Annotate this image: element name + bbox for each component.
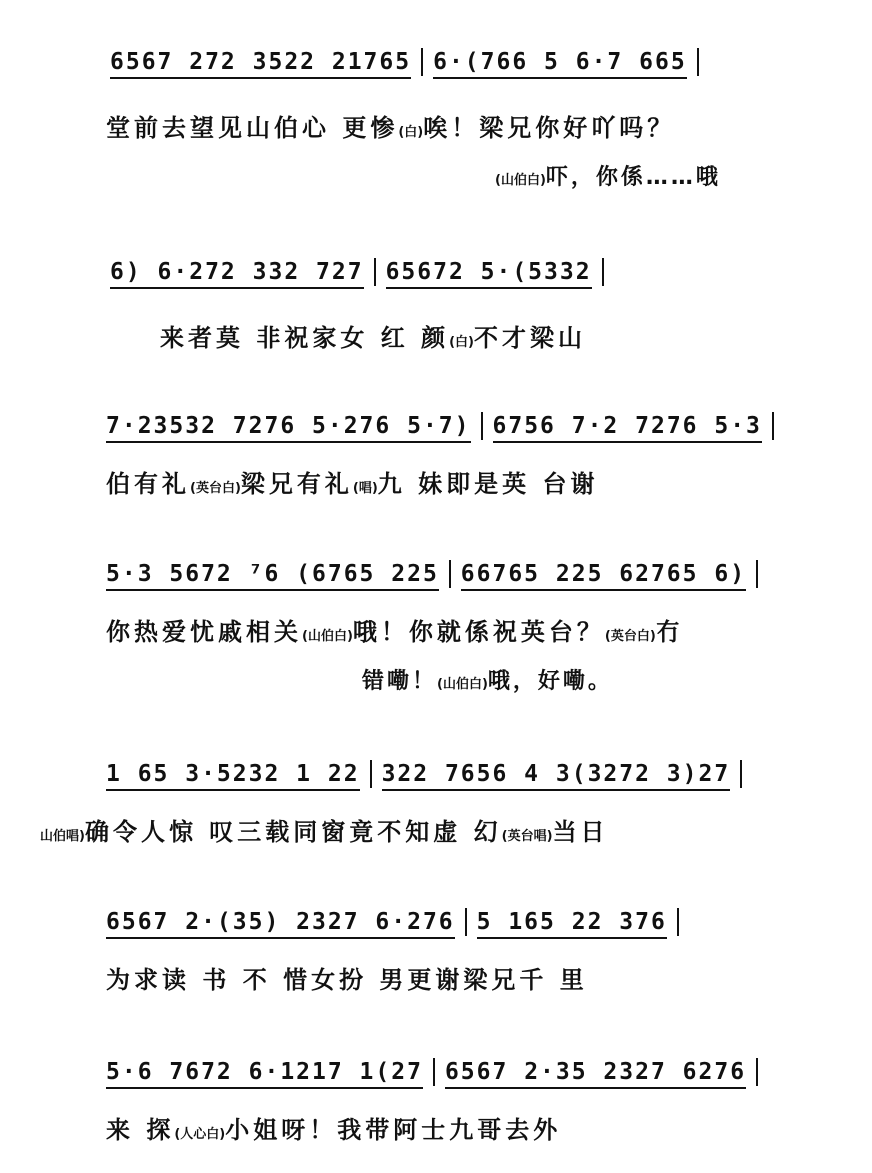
lyric-text: 确令人惊 叹三载同窗竟不知虚 幻 <box>84 818 502 846</box>
note-group: 6) 6·272 332 727 <box>110 259 364 289</box>
lyric-annotation: (英台白) <box>190 481 241 496</box>
lyric-annotation: (白) <box>398 125 424 140</box>
note-group: 6·(766 5 6·7 665 <box>433 49 687 79</box>
lyric-text: 九 妹即是英 台谢 <box>377 470 599 498</box>
note-group: 1 65 3·5232 1 22 <box>106 761 360 791</box>
note-group: 7·23532 7276 5·276 5·7) <box>106 413 471 443</box>
lyric-text: 来 探 <box>106 1116 175 1144</box>
barline <box>602 258 604 286</box>
lyric-text: 你热爱忧戚相关 <box>106 618 302 646</box>
speech-line-1 <box>495 160 872 191</box>
lyric-line-6 <box>106 960 872 995</box>
lyric-text: 为求读 书 不 惜女扮 男更谢梁兄千 里 <box>106 966 588 994</box>
note-group: 5·3 5672 ⁷6 (6765 225 <box>106 561 439 591</box>
notation-line-3 <box>106 412 872 443</box>
barline <box>481 412 483 440</box>
note-group: 6567 272 3522 21765 <box>110 49 411 79</box>
note-group: 5·6 7672 6·1217 1(27 <box>106 1059 423 1089</box>
lyric-text: 伯有礼 <box>106 470 190 498</box>
lyric-text: 来者莫 非祝家女 红 颜 <box>160 324 450 352</box>
notation-line-6 <box>106 908 872 939</box>
lyric-annotation: (英台唱) <box>501 829 553 844</box>
lyric-text: 冇 <box>655 618 684 646</box>
speech-text: 错嘞！ <box>362 669 438 694</box>
note-group: 65672 5·(5332 <box>386 259 592 289</box>
lyric-line-3 <box>106 464 872 499</box>
speech-text: 哦，好嘞。 <box>487 669 613 694</box>
barline <box>697 48 699 76</box>
lyric-annotation: (山伯白) <box>302 629 353 644</box>
speech-line-4 <box>362 664 872 695</box>
barline <box>421 48 423 76</box>
lyric-annotation: (唱) <box>352 481 378 496</box>
barline <box>433 1058 435 1086</box>
barline <box>465 908 467 936</box>
notation-line-7 <box>106 1058 872 1089</box>
lyric-text: 当日 <box>552 818 609 846</box>
lyric-line-4 <box>106 612 872 647</box>
note-group: 6567 2·35 2327 6276 <box>445 1059 746 1089</box>
barline <box>370 760 372 788</box>
speech-text: 吓，你係……哦 <box>545 165 721 190</box>
note-group: 6567 2·(35) 2327 6·276 <box>106 909 455 939</box>
speech-annotation: (山伯白) <box>437 677 488 692</box>
lyric-annotation: 山伯唱) <box>40 829 85 844</box>
speech-annotation: (山伯白) <box>495 173 546 188</box>
lyric-line-7 <box>106 1110 872 1145</box>
notation-line-1 <box>110 48 850 79</box>
barline <box>740 760 742 788</box>
lyric-annotation: (白) <box>449 335 474 350</box>
lyric-line-5 <box>40 812 872 847</box>
barline <box>756 1058 758 1086</box>
lyric-text: 唉！梁兄你好吖吗？ <box>423 114 676 142</box>
barline <box>677 908 679 936</box>
barline <box>756 560 758 588</box>
lyric-line-1 <box>106 108 872 143</box>
barline <box>449 560 451 588</box>
lyric-line-2 <box>160 318 872 353</box>
note-group: 6756 7·2 7276 5·3 <box>493 413 762 443</box>
lyric-text: 小姐呀！我带阿士九哥去外 <box>225 1116 562 1144</box>
barline <box>374 258 376 286</box>
note-group: 5 165 22 376 <box>477 909 667 939</box>
barline <box>772 412 774 440</box>
lyric-text: 哦！你就係祝英台？ <box>352 618 605 646</box>
lyric-text: 堂前去望见山伯心 更惨 <box>106 114 399 142</box>
lyric-annotation: (英台白) <box>604 629 656 644</box>
notation-line-4 <box>106 560 872 591</box>
note-group: 66765 225 62765 6) <box>461 561 746 591</box>
lyric-text: 梁兄有礼 <box>240 470 353 498</box>
notation-line-2 <box>110 258 872 289</box>
note-group: 322 7656 4 3(3272 3)27 <box>382 761 731 791</box>
notation-line-5 <box>106 760 872 791</box>
lyric-text: 不才梁山 <box>473 324 586 352</box>
lyric-annotation: (人心白) <box>174 1127 226 1142</box>
